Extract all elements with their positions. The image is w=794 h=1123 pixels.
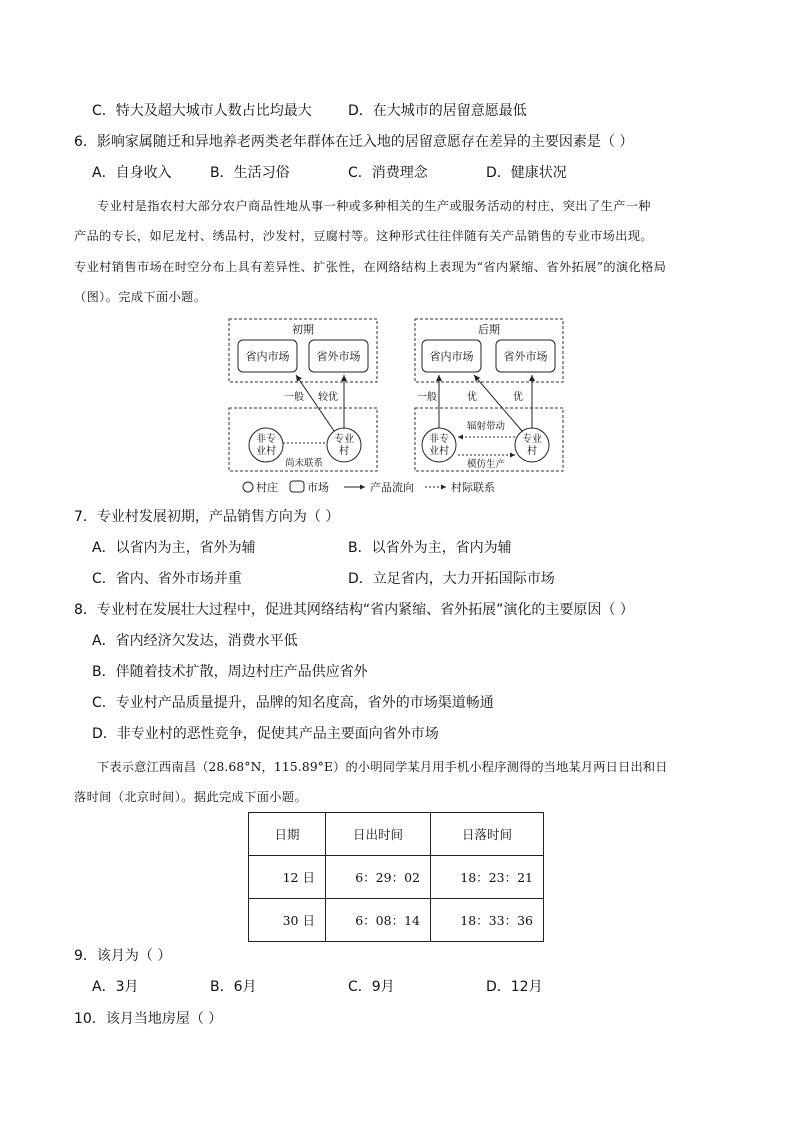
table-cell: 6：08：14 bbox=[326, 899, 431, 942]
legend-market-icon bbox=[290, 481, 304, 492]
table-cell: 18：23：21 bbox=[431, 856, 544, 899]
late-title: 后期 bbox=[478, 323, 500, 336]
q9-option-d: D．12月 bbox=[486, 979, 543, 995]
table-cell: 12 日 bbox=[249, 856, 326, 899]
table-cell: 30 日 bbox=[249, 899, 326, 942]
early-in-market-label: 省内市场 bbox=[245, 350, 290, 363]
legend-flow: 产品流向 bbox=[370, 481, 414, 494]
q7-option-c: C．省内、省外市场并重 bbox=[92, 571, 242, 587]
early-nsv-line1: 非专 bbox=[256, 434, 276, 445]
q6-option-c: C．消费理念 bbox=[348, 165, 428, 181]
q8-option-d: D．非专业村的恶性竞争，促使其产品主要面向省外市场 bbox=[92, 726, 439, 742]
q6-option-a: A．自身收入 bbox=[92, 165, 172, 181]
table-row bbox=[249, 856, 544, 899]
table-cell: 6：29：02 bbox=[326, 856, 431, 899]
late-superior-2: 优 bbox=[513, 392, 523, 403]
table-header: 日落时间 bbox=[431, 813, 544, 856]
q9-option-a: A．3月 bbox=[92, 979, 139, 995]
late-out-market-label: 省外市场 bbox=[503, 350, 548, 363]
early-sv-line2: 村 bbox=[339, 446, 349, 457]
q8-stem: 8．专业村在发展壮大过程中，促进其网络结构“省内紧缩、省外拓展”演化的主要原因（ ） bbox=[74, 602, 634, 618]
early-out-market-label: 省外市场 bbox=[316, 350, 361, 363]
late-nsv-line1: 非专 bbox=[429, 434, 449, 445]
table-cell: 18：33：36 bbox=[431, 899, 544, 942]
q5-option-d: D．在大城市的居留意愿最低 bbox=[348, 103, 527, 119]
q9-option-c: C．9月 bbox=[348, 979, 395, 995]
table-row bbox=[249, 899, 544, 942]
q8-option-a: A．省内经济欠发达，消费水平低 bbox=[92, 633, 298, 649]
q9-option-b: B．6月 bbox=[210, 979, 257, 995]
legend-link: 村际联系 bbox=[451, 481, 495, 494]
table-header: 日期 bbox=[249, 813, 326, 856]
market-network-diagram bbox=[226, 316, 566, 498]
early-not-connected: 尚未联系 bbox=[284, 458, 324, 469]
q9-stem: 9．该月为（ ） bbox=[74, 948, 172, 964]
legend-village-icon bbox=[243, 482, 253, 492]
late-superior-1: 优 bbox=[467, 392, 477, 403]
q8-option-b: B．伴随着技术扩散，周边村庄产品供应省外 bbox=[92, 664, 368, 680]
late-nsv-line2: 业村 bbox=[429, 446, 449, 457]
late-panel bbox=[415, 319, 563, 471]
passage1-line-2: 产品的专长，如尼龙村、绣品村，沙发村，豆腐村等。这种形式往往伴随有关产品销售的专业市场出现。 bbox=[74, 229, 654, 243]
early-flow-in bbox=[296, 375, 334, 431]
diagram-legend bbox=[243, 480, 495, 494]
passage2-line-1: 下表示意江西南昌（28.68°N，115.89°E）的小明同学某月用手机小程序测得的当地某月两日日出和日 bbox=[97, 760, 668, 774]
table-header-row bbox=[249, 813, 544, 856]
late-in-market-label: 省内市场 bbox=[429, 350, 474, 363]
q6-option-d: D．健康状况 bbox=[486, 165, 567, 181]
table-header: 日出时间 bbox=[326, 813, 431, 856]
late-general: 一般 bbox=[417, 392, 437, 403]
passage1-line-3: 专业村销售市场在时空分布上具有差异性、扩张性，在网络结构上表现为“省内紧缩、省外拓展”的演化格局 bbox=[74, 260, 667, 274]
passage1-line-1: 专业村是指农村大部分农户商品性地从事一种或多种相关的生产或服务活动的村庄，突出了生产一种 bbox=[97, 199, 651, 213]
q5-option-c: C．特大及超大城市人数占比均最大 bbox=[92, 103, 312, 119]
early-nsv-line2: 业村 bbox=[256, 446, 276, 457]
q7-option-d: D．立足省内，大力开拓国际市场 bbox=[348, 571, 555, 587]
q7-option-b: B．以省外为主，省内为辅 bbox=[348, 540, 512, 556]
early-better: 较优 bbox=[318, 392, 338, 403]
q6-option-b: B．生活习俗 bbox=[210, 165, 290, 181]
late-sv-line1: 专业 bbox=[522, 434, 542, 445]
early-sv-line1: 专业 bbox=[334, 434, 354, 445]
passage1-line-4: （图）。完成下面小题。 bbox=[74, 290, 207, 304]
q10-stem: 10．该月当地房屋（ ） bbox=[74, 1011, 223, 1027]
sunrise-sunset-table bbox=[248, 812, 544, 942]
late-imitation: 模仿生产 bbox=[466, 459, 506, 470]
early-title: 初期 bbox=[292, 323, 314, 336]
legend-village: 村庄 bbox=[256, 481, 278, 494]
legend-market: 市场 bbox=[307, 481, 329, 494]
early-panel bbox=[229, 319, 377, 471]
q7-option-a: A．以省内为主，省外为辅 bbox=[92, 540, 256, 556]
q6-stem: 6．影响家属随迁和异地养老两类老年群体在迁入地的居留意愿存在差异的主要因素是（ ） bbox=[74, 134, 634, 150]
q7-stem: 7．专业村发展初期，产品销售方向为（ ） bbox=[74, 509, 340, 525]
early-general: 一般 bbox=[284, 392, 304, 403]
q8-option-c: C．专业村产品质量提升，品牌的知名度高，省外的市场渠道畅通 bbox=[92, 695, 494, 711]
late-sv-line2: 村 bbox=[527, 446, 537, 457]
late-radiation: 辐射带动 bbox=[466, 421, 506, 432]
passage2-line-2: 落时间（北京时间）。据此完成下面小题。 bbox=[74, 790, 308, 804]
